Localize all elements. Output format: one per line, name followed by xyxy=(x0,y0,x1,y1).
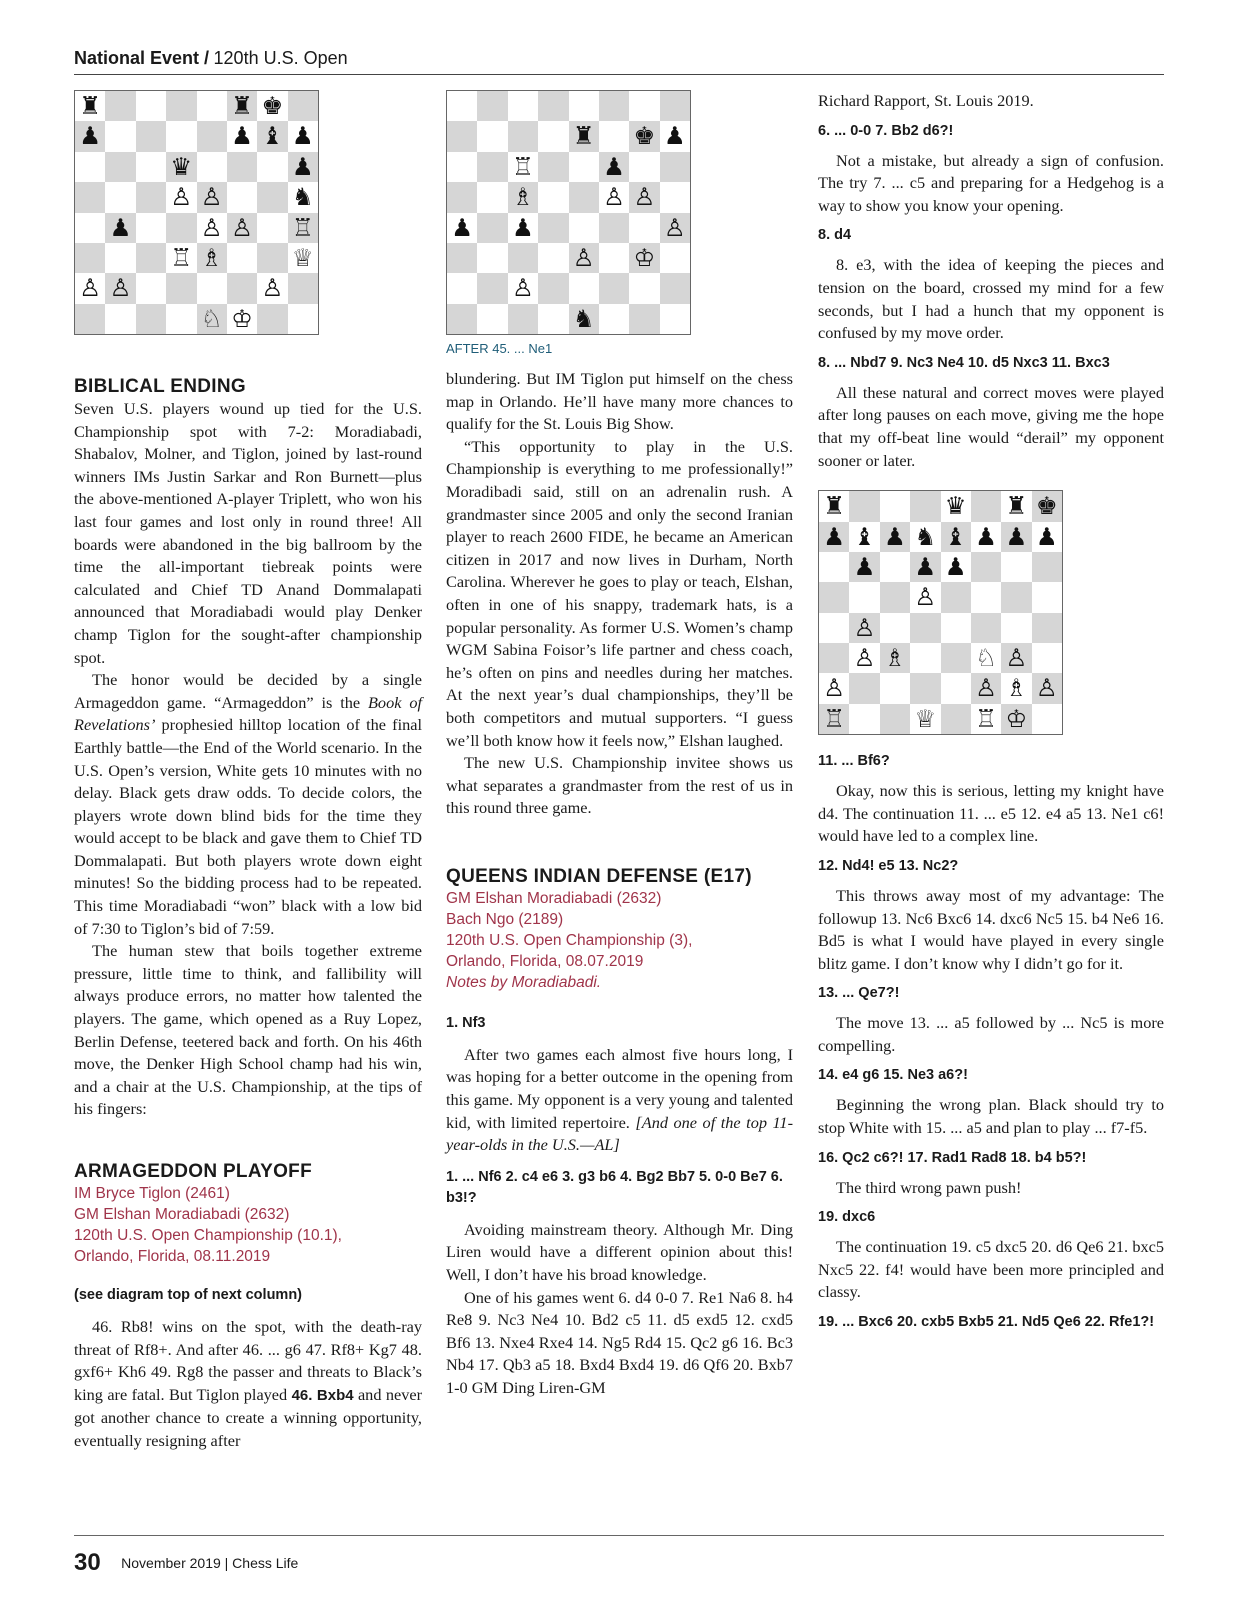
square-f8 xyxy=(599,91,629,121)
black-pawn-icon: ♟ xyxy=(288,152,318,182)
square-g6 xyxy=(629,152,659,182)
square-c3 xyxy=(508,243,538,273)
square-f5 xyxy=(971,582,1001,612)
square-e5 xyxy=(569,182,599,212)
move-1: 1. Nf3 xyxy=(446,1014,486,1031)
qid-black: Bach Ngo (2189) xyxy=(446,910,564,928)
white-pawn-icon: ♙ xyxy=(197,213,227,243)
move-11: 11. ... Bf6? xyxy=(818,753,890,770)
square-g4 xyxy=(1001,613,1031,643)
playoff-place: Orlando, Florida, 08.11.2019 xyxy=(74,1248,271,1265)
square-b5 xyxy=(105,182,135,212)
square-e4 xyxy=(569,213,599,243)
biblical-paragraph-1: Seven U.S. players wound up tied for the U.S. Championship spot with 7-2: Moradiabadi, Shabalov, Molner, and Tiglon, joined by last-round winners IMs Justin Sarkar and Ron Burnett—plus the above-mentioned A-player Triplett, who won his last four games and lost only in round three! All boards were abandoned in the big ballroom by the time the all-important tiebreak points were calculated and Chief TD Anand Dommalapati announced that Moradiabadi would play Denker champ Tiglon for the sought-after championship spot. xyxy=(74,399,422,667)
square-c5 xyxy=(880,582,910,612)
square-a6 xyxy=(447,152,477,182)
square-a3 xyxy=(447,243,477,273)
white-bishop-icon: ♗ xyxy=(508,182,538,212)
black-pawn-icon: ♟ xyxy=(1032,522,1062,552)
square-a5 xyxy=(75,182,105,212)
black-rook-icon: ♜ xyxy=(819,491,849,521)
chess-diagram-3 xyxy=(818,490,1063,735)
square-e2 xyxy=(941,673,971,703)
issue-info: November 2019 | Chess Life xyxy=(121,1555,299,1571)
black-knight-icon: ♞ xyxy=(910,522,940,552)
white-knight-icon: ♘ xyxy=(971,643,1001,673)
black-queen-icon: ♛ xyxy=(166,152,196,182)
square-h1 xyxy=(288,304,318,334)
white-king-icon: ♔ xyxy=(227,304,257,334)
qid-event: 120th U.S. Open Championship (3), xyxy=(446,931,693,949)
square-a1 xyxy=(75,304,105,334)
square-h5 xyxy=(660,182,690,212)
black-rook-icon: ♜ xyxy=(227,91,257,121)
biblical-heading: BIBLICAL ENDING xyxy=(74,376,246,397)
square-a1 xyxy=(447,304,477,334)
move-19: 19. dxc6 xyxy=(818,1209,876,1226)
square-f2 xyxy=(227,273,257,303)
col3-paragraph-5: Okay, now this is serious, letting my knight have d4. The continuation 11. ... e5 12. e4 a5 13. Ne1 c6! would have led to a complex line. xyxy=(818,781,1164,846)
move-13: 13. ... Qe7?! xyxy=(818,985,900,1002)
biblical-paragraph-3: The human stew that boils together extreme pressure, little time to think, and fallibility will always produce errors, no matter how talented the players. The game, which opened as a Ruy Lopez, Berlin Defense, teetered back and forth. On his 46th move, the Denker High School champ had his win, and a chair at the U.S. Championship, at the tips of his fingers: xyxy=(74,941,422,1119)
square-c5 xyxy=(136,182,166,212)
square-h3 xyxy=(660,243,690,273)
square-c7 xyxy=(508,121,538,151)
square-h6 xyxy=(660,152,690,182)
page-footer xyxy=(74,1549,298,1577)
col2-paragraph-1: blundering. But IM Tiglon put himself on the chess map in Orlando. He’ll have many more chances to qualify for the St. Louis Big Show. xyxy=(446,369,793,434)
square-e1 xyxy=(941,704,971,734)
square-f4 xyxy=(971,613,1001,643)
square-d7 xyxy=(166,121,196,151)
col3-paragraph-7: The move 13. ... a5 followed by ... Nc5 is more compelling. xyxy=(818,1013,1164,1055)
black-rook-icon: ♜ xyxy=(1001,491,1031,521)
square-a5 xyxy=(819,582,849,612)
square-h2 xyxy=(660,273,690,303)
square-c6 xyxy=(880,552,910,582)
black-queen-icon: ♛ xyxy=(941,491,971,521)
col3-paragraph-10: The continuation 19. c5 dxc5 20. d6 Qe6 21. bxc5 Nxc5 22. f4! would have been more principled and classy. xyxy=(818,1237,1164,1302)
column-3 xyxy=(818,90,1164,1333)
black-knight-icon: ♞ xyxy=(569,304,599,334)
square-g2 xyxy=(629,273,659,303)
footer-rule xyxy=(74,1535,1164,1536)
col3-paragraph-6: This throws away most of my advantage: The followup 13. Nc6 Bxc6 14. dxc6 Nc5 15. b4 Ne6 16. Bd5 is what I would have played in every single blitz game. I don’t know why I didn’t go for it. xyxy=(818,885,1164,973)
square-c8 xyxy=(136,91,166,121)
white-bishop-icon: ♗ xyxy=(197,243,227,273)
square-b4 xyxy=(477,213,507,243)
square-b8 xyxy=(105,91,135,121)
square-d7 xyxy=(538,121,568,151)
section-title: 120th U.S. Open xyxy=(213,48,348,68)
square-b2 xyxy=(849,673,879,703)
square-f6 xyxy=(971,552,1001,582)
black-pawn-icon: ♟ xyxy=(227,121,257,151)
see-diagram-note: (see diagram top of next column) xyxy=(74,1287,302,1303)
square-h3 xyxy=(1032,643,1062,673)
square-d2 xyxy=(538,273,568,303)
col3-paragraph-1: Richard Rapport, St. Louis 2019. xyxy=(818,91,1034,110)
white-pawn-icon: ♙ xyxy=(257,273,287,303)
square-c6 xyxy=(136,152,166,182)
square-b3 xyxy=(477,243,507,273)
white-king-icon: ♔ xyxy=(629,243,659,273)
square-c2 xyxy=(880,673,910,703)
black-pawn-icon: ♟ xyxy=(660,121,690,151)
white-pawn-icon: ♙ xyxy=(508,273,538,303)
square-c8 xyxy=(880,491,910,521)
white-queen-icon: ♕ xyxy=(910,704,940,734)
col3-paragraph-8: Beginning the wrong plan. Black should try to stop White with 15. ... a5 and plan to play ... f7-f5. xyxy=(818,1095,1164,1138)
white-king-icon: ♔ xyxy=(1001,704,1031,734)
white-pawn-icon: ♙ xyxy=(910,582,940,612)
square-g4 xyxy=(257,213,287,243)
square-f6 xyxy=(227,152,257,182)
square-e6 xyxy=(197,152,227,182)
square-a5 xyxy=(447,182,477,212)
square-e2 xyxy=(569,273,599,303)
white-pawn-icon: ♙ xyxy=(105,273,135,303)
white-pawn-icon: ♙ xyxy=(599,182,629,212)
white-rook-icon: ♖ xyxy=(971,704,1001,734)
square-b3 xyxy=(105,243,135,273)
chess-diagram-2 xyxy=(446,90,691,335)
square-h8 xyxy=(288,91,318,121)
square-a4 xyxy=(819,613,849,643)
black-pawn-icon: ♟ xyxy=(288,121,318,151)
column-2 xyxy=(446,90,793,1400)
white-pawn-icon: ♙ xyxy=(1001,643,1031,673)
section-label: National Event / xyxy=(74,48,210,68)
white-pawn-icon: ♙ xyxy=(1032,673,1062,703)
black-pawn-icon: ♟ xyxy=(910,552,940,582)
black-pawn-icon: ♟ xyxy=(508,213,538,243)
square-d5 xyxy=(538,182,568,212)
col3-paragraph-9: The third wrong pawn push! xyxy=(836,1177,1022,1197)
square-b7 xyxy=(477,121,507,151)
white-queen-icon: ♕ xyxy=(288,243,318,273)
square-e8 xyxy=(569,91,599,121)
black-pawn-icon: ♟ xyxy=(599,152,629,182)
col2-paragraph-5: Avoiding mainstream theory. Although Mr. Ding Liren would have a different opinion about this! Well, I don’t have his broad knowledge. xyxy=(446,1219,793,1285)
black-bishop-icon: ♝ xyxy=(941,522,971,552)
col3-paragraph-2: Not a mistake, but already a sign of confusion. The try 7. ... c5 and preparing for a Hedgehog is a way to show you know your opening. xyxy=(818,150,1164,215)
black-pawn-icon: ♟ xyxy=(447,213,477,243)
qid-notes: Notes by Moradiabadi. xyxy=(446,973,602,991)
square-g6 xyxy=(257,152,287,182)
square-d3 xyxy=(910,643,940,673)
square-e8 xyxy=(197,91,227,121)
col2-paragraph-4: After two games each almost five hours long, I was hoping for a better outcome in the opening from this game. My opponent is a very young and talented kid, with limited repertoire. [And one of the top 11-year-olds in the U.S.—AL] xyxy=(446,1044,793,1155)
square-h1 xyxy=(1032,704,1062,734)
square-d3 xyxy=(538,243,568,273)
black-pawn-icon: ♟ xyxy=(941,552,971,582)
white-pawn-icon: ♙ xyxy=(75,273,105,303)
square-h6 xyxy=(1032,552,1062,582)
playoff-paragraph: 46. Rb8! wins on the spot, with the death-ray threat of Rf8+. And after 46. ... g6 47. Rf8+ Kg7 48. gxf6+ Kh6 49. Rg8 the passer and threats to Black’s king are fatal. But Tiglon played 46. Bxb4 and never got another chance to create a winning opportunity, eventually resigning after xyxy=(74,1317,423,1450)
square-c7 xyxy=(136,121,166,151)
black-bishop-icon: ♝ xyxy=(849,522,879,552)
square-g5 xyxy=(1001,582,1031,612)
square-f4 xyxy=(599,213,629,243)
square-d8 xyxy=(166,91,196,121)
square-a3 xyxy=(819,643,849,673)
white-pawn-icon: ♙ xyxy=(569,243,599,273)
square-d4 xyxy=(910,613,940,643)
column-1 xyxy=(74,90,422,1453)
black-pawn-icon: ♟ xyxy=(849,552,879,582)
square-g8 xyxy=(629,91,659,121)
square-b1 xyxy=(105,304,135,334)
square-b5 xyxy=(849,582,879,612)
square-f3 xyxy=(227,243,257,273)
square-a8 xyxy=(447,91,477,121)
square-g4 xyxy=(629,213,659,243)
square-d2 xyxy=(910,673,940,703)
square-d4 xyxy=(166,213,196,243)
white-pawn-icon: ♙ xyxy=(849,613,879,643)
square-h8 xyxy=(660,91,690,121)
white-pawn-icon: ♙ xyxy=(660,213,690,243)
playoff-black: GM Elshan Moradiabadi (2632) xyxy=(74,1206,290,1223)
square-e2 xyxy=(197,273,227,303)
move-6: 6. ... 0-0 7. Bb2 d6?! xyxy=(818,122,954,139)
chess-diagram-1 xyxy=(74,90,319,335)
square-e4 xyxy=(941,613,971,643)
white-pawn-icon: ♙ xyxy=(227,213,257,243)
biblical-paragraph-2: The honor would be decided by a single Armageddon game. “Armageddon” is the Book of Revelations’ prophesied hilltop location of the final Earthly battle—the End of the World scenario. In the U.S. Open’s version, White gets 10 minutes with no delay. Black gets draw odds. To decide colors, the players wrote down blind bids for the time they would accept to be black and gave them to Chief TD Dommalapati. But both players wrote down eight minutes! So the bidding process had to be repeated. This time Moradiabadi “won” black with a low bid of 7:30 to Tiglon’s bid of 7:59. xyxy=(74,670,422,938)
white-pawn-icon: ♙ xyxy=(819,673,849,703)
square-b1 xyxy=(477,304,507,334)
square-c1 xyxy=(508,304,538,334)
playoff-heading: ARMAGEDDON PLAYOFF xyxy=(74,1161,312,1182)
square-d2 xyxy=(166,273,196,303)
square-e5 xyxy=(941,582,971,612)
square-d6 xyxy=(538,152,568,182)
square-f5 xyxy=(227,182,257,212)
qid-heading: QUEENS INDIAN DEFENSE (E17) xyxy=(446,865,752,887)
square-g1 xyxy=(629,304,659,334)
square-f8 xyxy=(971,491,1001,521)
black-pawn-icon: ♟ xyxy=(105,213,135,243)
square-g6 xyxy=(1001,552,1031,582)
square-b5 xyxy=(477,182,507,212)
square-d8 xyxy=(910,491,940,521)
square-g5 xyxy=(257,182,287,212)
black-pawn-icon: ♟ xyxy=(75,121,105,151)
black-king-icon: ♚ xyxy=(257,91,287,121)
square-a7 xyxy=(447,121,477,151)
square-g1 xyxy=(257,304,287,334)
square-b1 xyxy=(849,704,879,734)
black-pawn-icon: ♟ xyxy=(971,522,1001,552)
square-d4 xyxy=(538,213,568,243)
col2-paragraph-2: “This opportunity to play in the U.S. Championship is everything to me professionally!” Moradibadi said, still on an adrenalin rush. A grandmaster since 2005 and only the second Iranian player to reach 2600 FIDE, he became an American citizen in 2017 and now lives in Durham, North Carolina. Wherever he goes to play or teach, Elshan, often in one of his snappy, trademark hats, is a popular personality. As former U.S. Women’s champ WGM Sabina Foisor’s life partner and chess coach, he’s often on pins and needles during her matches. At the next year’s dual championships, they’ll be both competitors and mutual supporters. “I guess we’ll both know how it feels now,” Elshan laughed. xyxy=(446,436,793,750)
move-12: 12. Nd4! e5 13. Nc2? xyxy=(818,857,959,874)
square-c3 xyxy=(136,243,166,273)
black-king-icon: ♚ xyxy=(629,121,659,151)
white-pawn-icon: ♙ xyxy=(971,673,1001,703)
black-bishop-icon: ♝ xyxy=(257,121,287,151)
square-e6 xyxy=(569,152,599,182)
black-rook-icon: ♜ xyxy=(569,121,599,151)
move-19b: 19. ... Bxc6 20. cxb5 Bxb5 21. Nd5 Qe6 22. Rfe1?! xyxy=(818,1314,1155,1331)
move-8b: 8. ... Nbd7 9. Nc3 Ne4 10. d5 Nxc3 11. Bxc3 xyxy=(818,354,1110,371)
square-a3 xyxy=(75,243,105,273)
square-c1 xyxy=(880,704,910,734)
white-pawn-icon: ♙ xyxy=(197,182,227,212)
white-bishop-icon: ♗ xyxy=(880,643,910,673)
square-g3 xyxy=(257,243,287,273)
square-f1 xyxy=(599,304,629,334)
square-b6 xyxy=(105,152,135,182)
square-b7 xyxy=(105,121,135,151)
square-b8 xyxy=(477,91,507,121)
white-bishop-icon: ♗ xyxy=(1001,673,1031,703)
square-d8 xyxy=(538,91,568,121)
playoff-white: IM Bryce Tiglon (2461) xyxy=(74,1185,230,1202)
move-16: 16. Qc2 c6?! 17. Rad1 Rad8 18. b4 b5?! xyxy=(818,1149,1087,1166)
black-pawn-icon: ♟ xyxy=(819,522,849,552)
white-rook-icon: ♖ xyxy=(508,152,538,182)
square-d1 xyxy=(166,304,196,334)
white-rook-icon: ♖ xyxy=(166,243,196,273)
square-a2 xyxy=(447,273,477,303)
col2-paragraph-3: The new U.S. Championship invitee shows us what separates a grandmaster from the rest of us in this round three game. xyxy=(446,753,793,818)
square-c8 xyxy=(508,91,538,121)
white-pawn-icon: ♙ xyxy=(849,643,879,673)
square-c2 xyxy=(136,273,166,303)
square-e3 xyxy=(941,643,971,673)
square-b6 xyxy=(477,152,507,182)
square-h1 xyxy=(660,304,690,334)
move-8: 8. d4 xyxy=(818,227,852,244)
black-rook-icon: ♜ xyxy=(75,91,105,121)
playoff-event: 120th U.S. Open Championship (10.1), xyxy=(74,1227,342,1244)
square-c4 xyxy=(136,213,166,243)
square-b2 xyxy=(477,273,507,303)
square-h4 xyxy=(1032,613,1062,643)
move-2: 1. ... Nf6 2. c4 e6 3. g3 b6 4. Bg2 Bb7 5. 0-0 Be7 6. b3!? xyxy=(446,1168,783,1206)
col3-paragraph-3: 8. e3, with the idea of keeping the pieces and tension on the board, crossed my mind for a few seconds, but I had a hunch that my opponent is confused by my move order. xyxy=(818,255,1164,343)
white-rook-icon: ♖ xyxy=(819,704,849,734)
move-14: 14. e4 g6 15. Ne3 a6?! xyxy=(818,1067,968,1084)
square-f7 xyxy=(599,121,629,151)
qid-place: Orlando, Florida, 08.07.2019 xyxy=(446,952,644,970)
square-a6 xyxy=(819,552,849,582)
white-knight-icon: ♘ xyxy=(197,304,227,334)
black-pawn-icon: ♟ xyxy=(1001,522,1031,552)
square-h5 xyxy=(1032,582,1062,612)
black-pawn-icon: ♟ xyxy=(880,522,910,552)
square-h2 xyxy=(288,273,318,303)
diagram-2-caption: AFTER 45. ... Ne1 xyxy=(446,341,553,356)
page-number: 30 xyxy=(74,1549,101,1576)
square-e7 xyxy=(197,121,227,151)
col2-paragraph-6: One of his games went 6. d4 0-0 7. Re1 Na6 8. h4 Re8 9. Nc3 Ne4 10. Bd2 c5 11. d5 exd5 12. cxd5 Bf6 13. Nxe4 Rxe4 14. Ng5 Rd4 15. Qc2 g6 16. Bc3 Nb4 17. Qb3 a5 18. Bxd4 Bxd4 19. d6 Qf6 20. Bxb7 1-0 GM Ding Liren-GM xyxy=(446,1287,793,1397)
qid-white: GM Elshan Moradiabadi (2632) xyxy=(446,889,662,907)
black-knight-icon: ♞ xyxy=(288,182,318,212)
square-d1 xyxy=(538,304,568,334)
white-pawn-icon: ♙ xyxy=(166,182,196,212)
white-rook-icon: ♖ xyxy=(288,213,318,243)
square-a4 xyxy=(75,213,105,243)
square-c4 xyxy=(880,613,910,643)
black-king-icon: ♚ xyxy=(1032,491,1062,521)
square-c1 xyxy=(136,304,166,334)
square-f2 xyxy=(599,273,629,303)
white-pawn-icon: ♙ xyxy=(629,182,659,212)
square-f3 xyxy=(599,243,629,273)
square-a6 xyxy=(75,152,105,182)
col3-paragraph-4: All these natural and correct moves were played after long pauses on each move, giving me the hope that my off-beat line would “derail” my opponent sooner or later. xyxy=(818,382,1164,470)
square-b8 xyxy=(849,491,879,521)
header-rule xyxy=(74,74,1164,75)
